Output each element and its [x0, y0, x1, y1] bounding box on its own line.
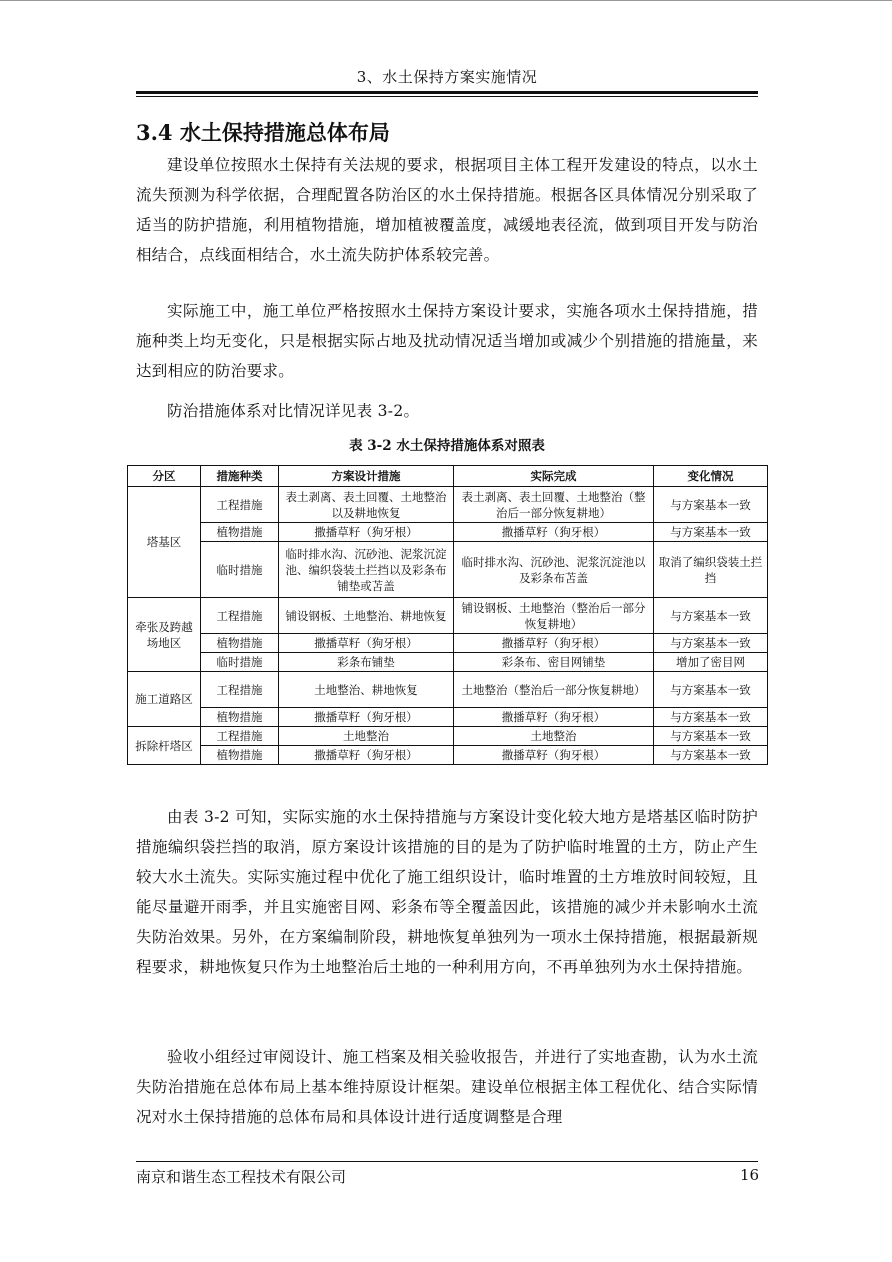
table-row	[128, 727, 768, 746]
header-cell: 实际完成	[454, 466, 654, 487]
change-cell: 与方案基本一致	[654, 634, 768, 653]
actual-cell: 撒播草籽（狗牙根）	[454, 746, 654, 765]
design-cell: 土地整治	[279, 727, 454, 746]
measure-type-cell: 植物措施	[201, 708, 279, 727]
table-row	[128, 598, 768, 634]
design-cell: 临时排水沟、沉砂池、泥浆沉淀池、编织袋装土拦挡以及彩条布铺垫或苫盖	[279, 542, 454, 598]
actual-cell: 表土剥离、表土回覆、土地整治（整治后一部分恢复耕地）	[454, 487, 654, 523]
page-header: 3、水土保持方案实施情况	[356, 68, 538, 86]
change-cell: 与方案基本一致	[654, 727, 768, 746]
paragraph-3: 防治措施体系对比情况详见表 3-2。	[167, 402, 420, 420]
actual-cell: 土地整治	[454, 727, 654, 746]
zone-cell: 拆除杆塔区	[128, 727, 201, 765]
header-rule-thin	[136, 96, 758, 97]
measure-type-cell: 工程措施	[201, 672, 279, 708]
change-cell: 与方案基本一致	[654, 598, 768, 634]
footer-rule	[136, 1161, 758, 1162]
section-title: 3.4 水土保持措施总体布局	[136, 120, 390, 145]
zone-cell: 牵张及跨越场地区	[128, 598, 201, 672]
header-cell: 措施种类	[201, 466, 279, 487]
header-rule	[136, 91, 758, 94]
measure-type-cell: 工程措施	[201, 727, 279, 746]
paragraph-2: 实际施工中，施工单位严格按照水土保持方案设计要求，实施各项水土保持措施，措施种类上均无变化，只是根据实际占地及扰动情况适当增加或减少个别措施的措施量，来达到相应的防治要求。	[136, 302, 758, 380]
table-row	[128, 708, 768, 727]
actual-cell: 撒播草籽（狗牙根）	[454, 634, 654, 653]
actual-cell: 临时排水沟、沉砂池、泥浆沉淀池以及彩条布苫盖	[454, 542, 654, 598]
table-row	[128, 542, 768, 598]
change-cell: 与方案基本一致	[654, 708, 768, 727]
measure-type-cell: 植物措施	[201, 746, 279, 765]
design-cell: 表土剥离、表土回覆、土地整治以及耕地恢复	[279, 487, 454, 523]
table-row	[128, 523, 768, 542]
measure-type-cell: 工程措施	[201, 598, 279, 634]
design-cell: 撒播草籽（狗牙根）	[279, 634, 454, 653]
actual-cell: 撒播草籽（狗牙根）	[454, 708, 654, 727]
measure-type-cell: 植物措施	[201, 523, 279, 542]
footer-company: 南京和谐生态工程技术有限公司	[136, 1168, 347, 1186]
actual-cell: 铺设钢板、土地整治（整治后一部分恢复耕地）	[454, 598, 654, 634]
header-cell: 变化情况	[654, 466, 768, 487]
change-cell: 与方案基本一致	[654, 523, 768, 542]
design-cell: 撒播草籽（狗牙根）	[279, 746, 454, 765]
change-cell: 与方案基本一致	[654, 487, 768, 523]
design-cell: 铺设钢板、土地整治、耕地恢复	[279, 598, 454, 634]
paragraph-1: 建设单位按照水土保持有关法规的要求，根据项目主体工程开发建设的特点，以水土流失预测为科学依据，合理配置各防治区的水土保持措施。根据各区具体情况分别采取了适当的防护措施，利用植物措施，增加植被覆盖度，减缓地表径流，做到项目开发与防治相结合，点线面相结合，水土流失防护体系较完善。	[136, 156, 758, 264]
measure-type-cell: 临时措施	[201, 653, 279, 672]
table-caption: 表 3-2 水土保持措施体系对照表	[349, 438, 545, 454]
table-header-row	[128, 466, 768, 487]
change-cell: 与方案基本一致	[654, 672, 768, 708]
header-cell: 方案设计措施	[279, 466, 454, 487]
actual-cell: 撒播草籽（狗牙根）	[454, 523, 654, 542]
header-cell: 分区	[128, 466, 201, 487]
design-cell: 撒播草籽（狗牙根）	[279, 523, 454, 542]
change-cell: 增加了密目网	[654, 653, 768, 672]
measure-type-cell: 临时措施	[201, 542, 279, 598]
actual-cell: 土地整治（整治后一部分恢复耕地）	[454, 672, 654, 708]
measure-type-cell: 植物措施	[201, 634, 279, 653]
paragraph-5: 验收小组经过审阅设计、施工档案及相关验收报告，并进行了实地查勘，认为水土流失防治措施在总体布局上基本维持原设计框架。建设单位根据主体工程优化、结合实际情况对水土保持措施的总体布局和具体设计进行适度调整是合理	[136, 1048, 758, 1126]
comparison-table	[127, 465, 768, 765]
page-number: 16	[740, 1166, 760, 1184]
table-row	[128, 487, 768, 523]
zone-cell: 施工道路区	[128, 672, 201, 727]
table-row	[128, 672, 768, 708]
measure-type-cell: 工程措施	[201, 487, 279, 523]
design-cell: 彩条布铺垫	[279, 653, 454, 672]
zone-cell: 塔基区	[128, 487, 201, 598]
change-cell: 与方案基本一致	[654, 746, 768, 765]
design-cell: 土地整治、耕地恢复	[279, 672, 454, 708]
table-row	[128, 746, 768, 765]
table-row	[128, 653, 768, 672]
page-top-border	[0, 0, 892, 1]
actual-cell: 彩条布、密目网铺垫	[454, 653, 654, 672]
design-cell: 撒播草籽（狗牙根）	[279, 708, 454, 727]
paragraph-4: 由表 3-2 可知，实际实施的水土保持措施与方案设计变化较大地方是塔基区临时防护措施编织袋拦挡的取消，原方案设计该措施的目的是为了防护临时堆置的土方，防止产生较大水土流失。实际实施过程中优化了施工组织设计，临时堆置的土方堆放时间较短，且能尽量避开雨季，并且实施密目网、彩条布等全覆盖因此，该措施的减少并未影响水土流失防治效果。另外，在方案编制阶段，耕地恢复单独列为一项水土保持措施，根据最新规程要求，耕地恢复只作为土地整治后土地的一种利用方向，不再单独列为水土保持措施。	[136, 808, 758, 976]
change-cell: 取消了编织袋装土拦挡	[654, 542, 768, 598]
table-row	[128, 634, 768, 653]
